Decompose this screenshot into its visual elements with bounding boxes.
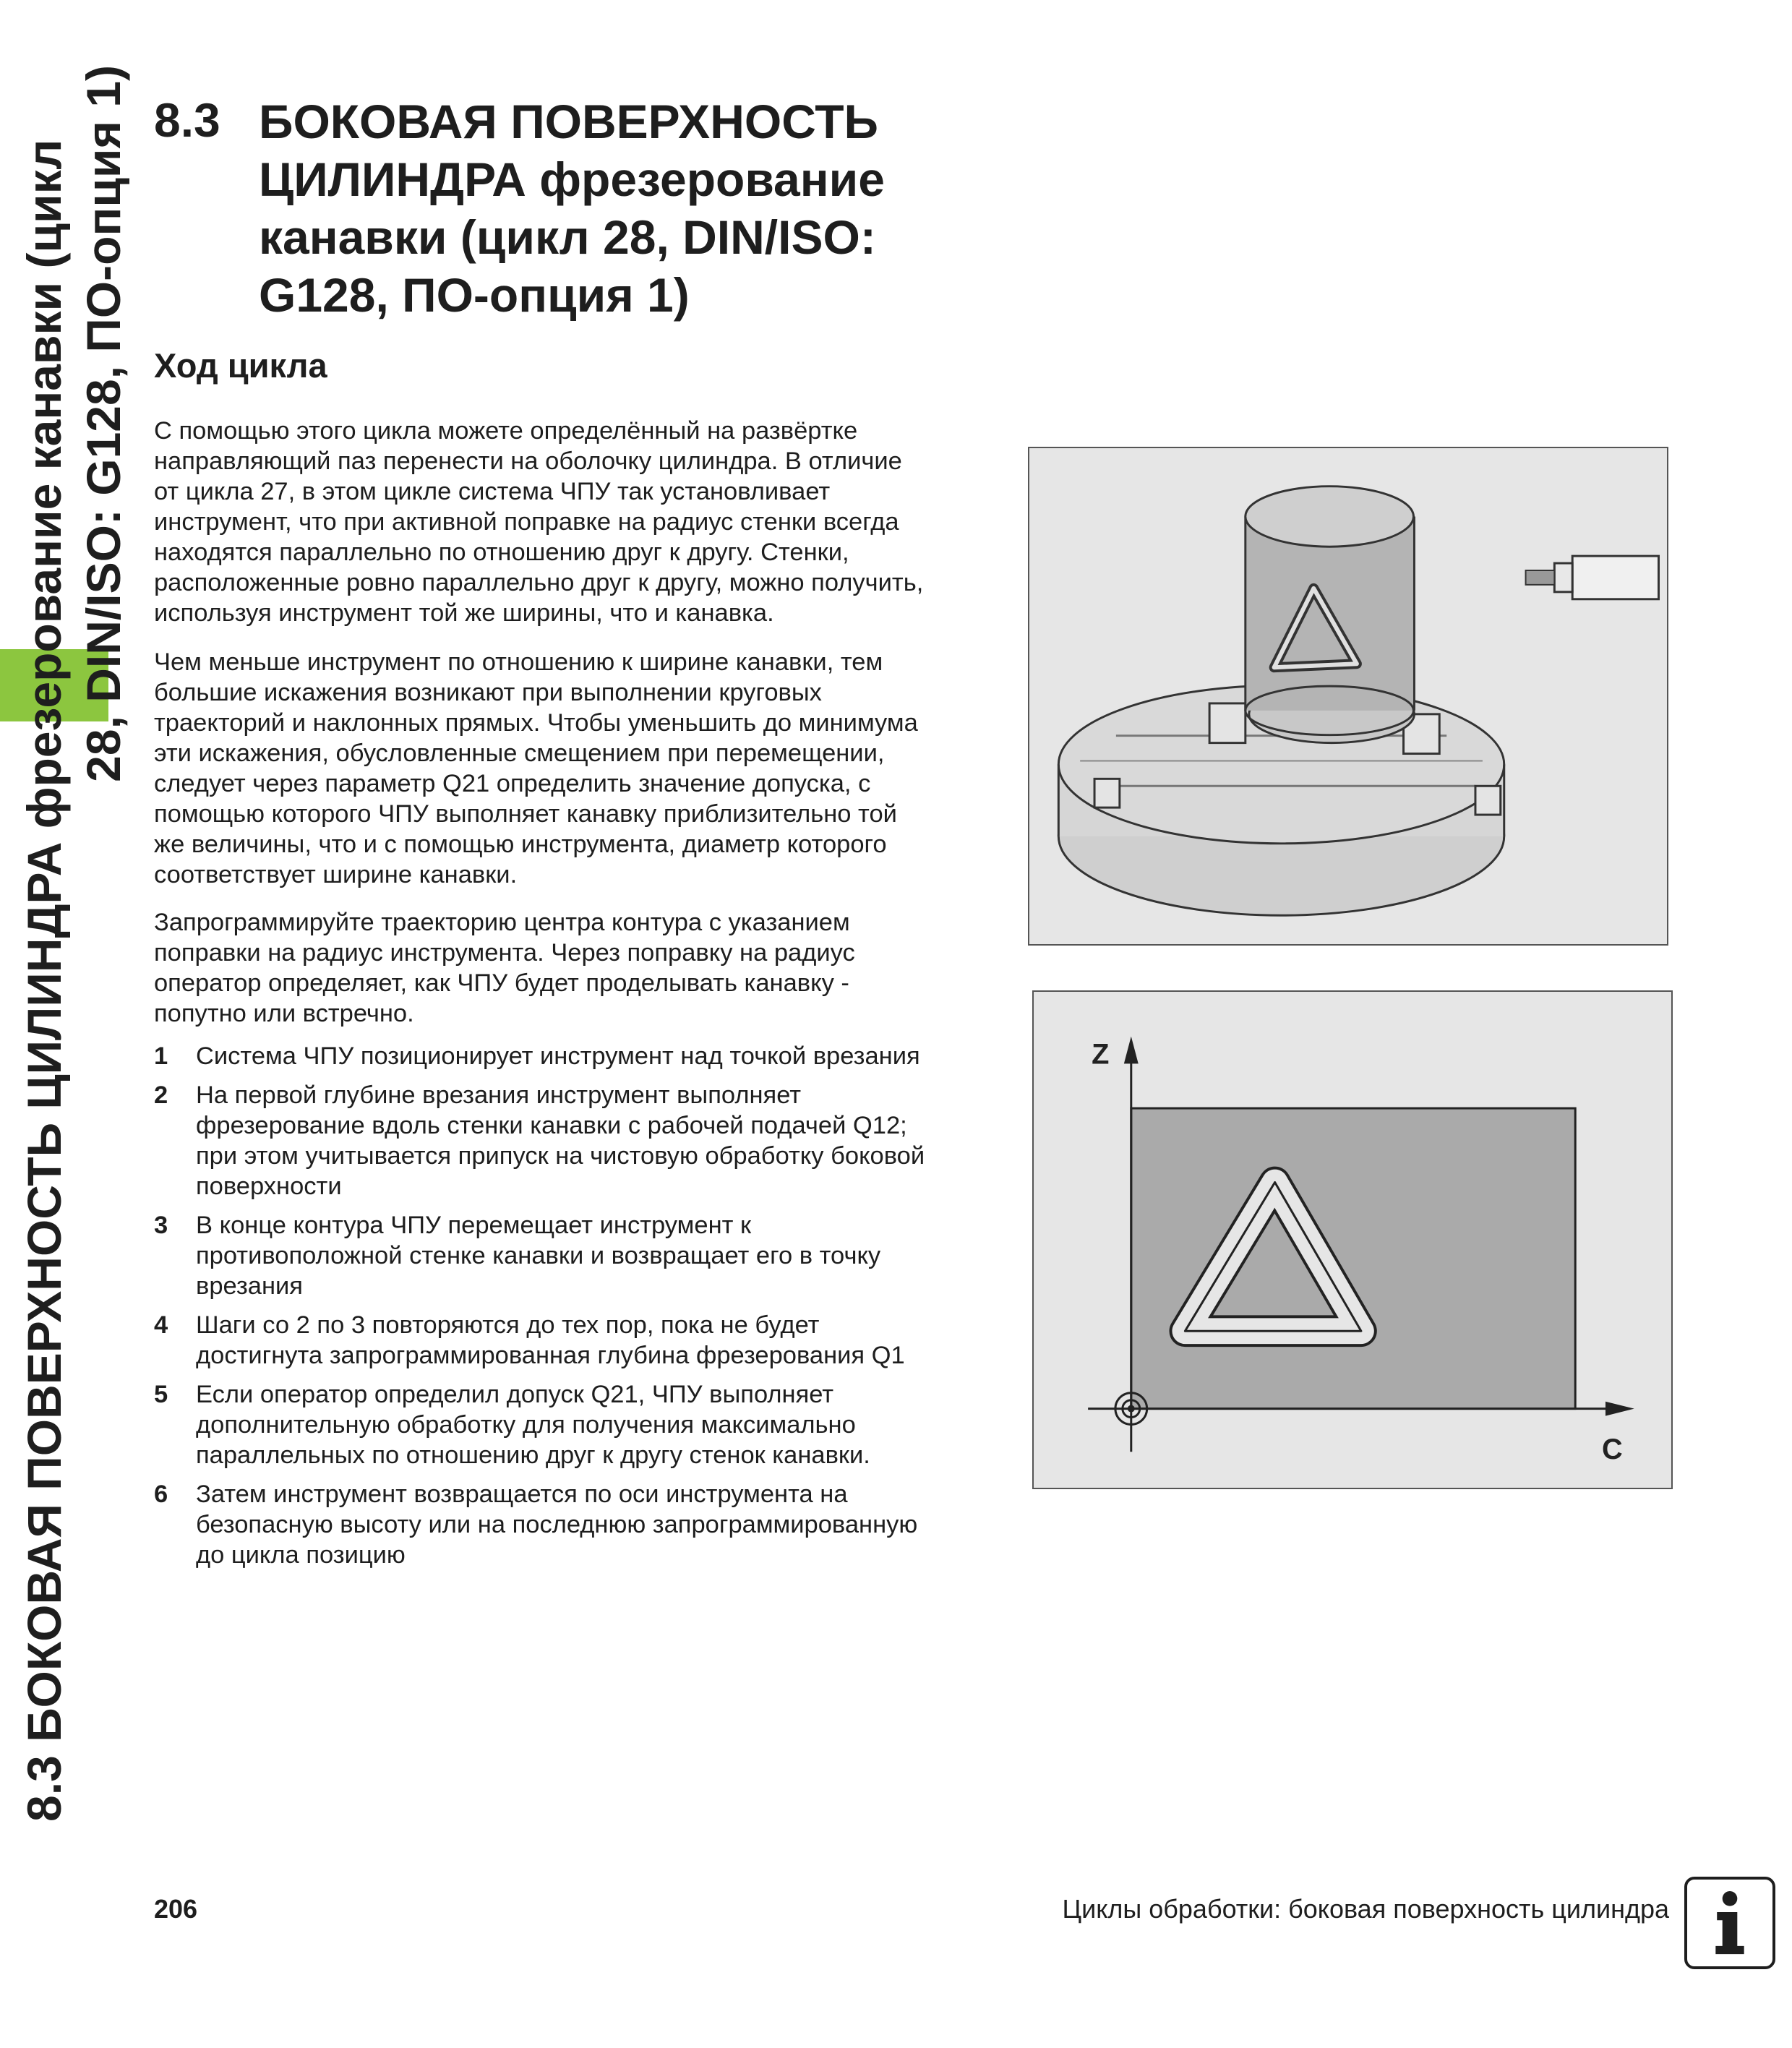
text-line: используя инструмент той же ширины, что и канавка. <box>154 599 774 627</box>
paragraph-3 <box>154 907 1007 1029</box>
step-text <box>196 1210 880 1301</box>
text-line: Чем меньше инструмент по отношению к ширине канавки, тем <box>154 648 883 676</box>
text-line: дополнительную обработку для получения максимально <box>196 1411 856 1439</box>
step-text <box>196 1080 925 1201</box>
step-number: 6 <box>154 1481 168 1508</box>
text-line: достигнута запрограммированная глубина фрезерования Q1 <box>196 1342 905 1369</box>
step-number: 5 <box>154 1381 168 1408</box>
section-title-line: БОКОВАЯ ПОВЕРХНОСТЬ <box>259 95 878 148</box>
c-axis-label: C <box>1601 1434 1623 1466</box>
text-line: Если оператор определил допуск Q21, ЧПУ выполняет <box>196 1381 834 1408</box>
paragraph-2 <box>154 647 1007 890</box>
list-item <box>154 1479 1007 1570</box>
text-line: эти искажения, обусловленные смещением при перемещении, <box>154 740 885 767</box>
text-line: большие искажения возникают при выполнении круговых <box>154 679 822 706</box>
c-axis-arrow <box>1605 1402 1634 1416</box>
paragraph-1 <box>154 416 1007 628</box>
step-number: 1 <box>154 1042 168 1070</box>
text-line: при этом учитывается припуск на чистовую обработку боковой <box>196 1142 925 1170</box>
text-line: врезания <box>196 1272 303 1300</box>
step-number: 3 <box>154 1212 168 1239</box>
figure-developed-surface <box>1032 990 1673 1489</box>
text-line: поправки на радиус инструмента. Через поправку на радиус <box>154 939 855 967</box>
step-text <box>196 1379 870 1470</box>
text-line: попутно или встречно. <box>154 1000 414 1027</box>
info-icon <box>1684 1877 1775 1969</box>
unrolled-surface-rect <box>1131 1108 1575 1409</box>
text-line: помощью которого ЧПУ выполняет канавку приблизительно той <box>154 800 897 828</box>
text-line: параллельных по отношению друг к другу стенок канавки. <box>196 1441 870 1469</box>
list-item <box>154 1041 1007 1071</box>
text-line: безопасную высоту или на последнюю запрограммированную <box>196 1511 918 1538</box>
steps-list <box>154 1041 1007 1579</box>
list-item <box>154 1080 1007 1201</box>
section-number: 8.3 <box>154 93 220 147</box>
text-line: Шаги со 2 по 3 повторяются до тех пор, пока не будет <box>196 1311 820 1339</box>
text-line: следует через параметр Q21 определить значение допуска, с <box>154 770 871 797</box>
step-text <box>196 1479 917 1570</box>
side-title-line-2: 28, DIN/ISO: G128, ПО-опция 1) <box>77 65 130 782</box>
step-text <box>196 1310 905 1371</box>
text-line: находятся параллельно по отношению друг к другу. Стенки, <box>154 539 849 566</box>
section-title <box>259 93 982 324</box>
section-title-line: канавки (цикл 28, DIN/ISO: <box>259 210 876 264</box>
section-title-line: G128, ПО-опция 1) <box>259 268 690 322</box>
step-text <box>196 1041 920 1071</box>
text-line: поверхности <box>196 1173 342 1200</box>
text-line: расположенные ровно параллельно друг к другу, можно получить, <box>154 569 924 596</box>
text-line: В конце контура ЧПУ перемещает инструмент к <box>196 1212 752 1239</box>
subheading: Ход цикла <box>154 346 327 385</box>
footer-title: Циклы обработки: боковая поверхность цилиндра <box>1062 1894 1669 1924</box>
text-line: Затем инструмент возвращается по оси инструмента на <box>196 1481 848 1508</box>
z-axis-arrow <box>1124 1037 1139 1064</box>
text-line: С помощью этого цикла можете определённый на развёртке <box>154 417 858 445</box>
text-line: же величины, что и с помощью инструмента, диаметр которого <box>154 831 887 858</box>
text-line: Запрограммируйте траекторию центра контура с указанием <box>154 909 850 936</box>
list-item <box>154 1310 1007 1371</box>
text-line: траекторий и наклонных прямых. Чтобы уменьшить до минимума <box>154 709 918 737</box>
text-line: На первой глубине врезания инструмент выполняет <box>196 1081 802 1109</box>
developed-surface-diagram <box>1034 992 1671 1488</box>
text-line: противоположной стенке канавки и возвращает его в точку <box>196 1242 881 1269</box>
side-title-line-1: 8.3 БОКОВАЯ ПОВЕРХНОСТЬ ЦИЛИНДРА фрезерование канавки (цикл <box>17 139 71 1822</box>
text-line: инструмент, что при активной поправке на радиус стенки всегда <box>154 508 899 536</box>
section-title-line: ЦИЛИНДРА фрезерование <box>259 153 885 206</box>
list-item <box>154 1210 1007 1301</box>
text-line: соответствует ширине канавки. <box>154 861 518 888</box>
page-number: 206 <box>154 1894 198 1924</box>
cylinder-table-illustration <box>1029 448 1667 944</box>
text-line: от цикла 27, в этом цикле система ЧПУ так установливает <box>154 478 831 505</box>
z-axis-label: Z <box>1092 1038 1110 1071</box>
figure-cylinder-table <box>1028 447 1668 946</box>
step-number: 4 <box>154 1311 168 1339</box>
text-line: Система ЧПУ позиционирует инструмент над точкой врезания <box>196 1042 920 1070</box>
text-line: фрезерование вдоль стенки канавки с рабочей подачей Q12; <box>196 1112 907 1139</box>
side-running-title <box>14 65 166 1822</box>
text-line: направляющий паз перенести на оболочку цилиндра. В отличие <box>154 447 902 475</box>
text-line: оператор определяет, как ЧПУ будет проделывать канавку - <box>154 969 849 997</box>
text-line: до цикла позицию <box>196 1541 406 1569</box>
step-number: 2 <box>154 1081 168 1109</box>
list-item <box>154 1379 1007 1470</box>
